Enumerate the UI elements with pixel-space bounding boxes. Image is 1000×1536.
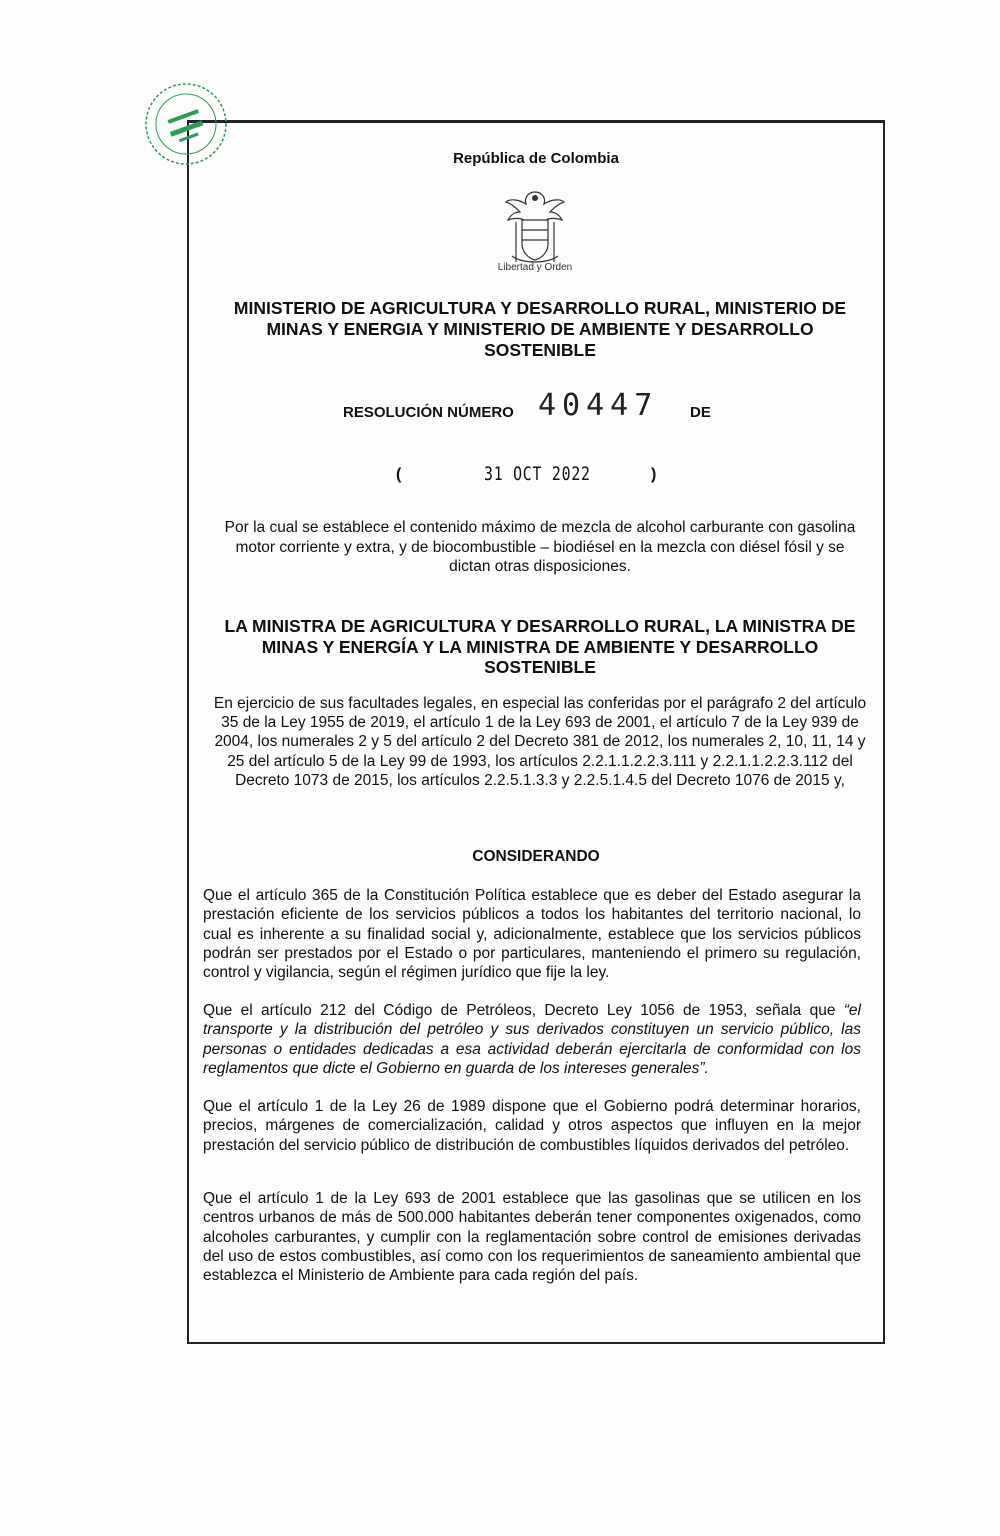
- authority-heading: LA MINISTRA DE AGRICULTURA Y DESARROLLO RURAL, LA MINISTRA DE MINAS Y ENERGÍA Y LA MINISTRA DE AMBIENTE Y DESARROLLO SOSTENIBLE: [224, 616, 856, 677]
- considerando-paragraph-1: Que el artículo 365 de la Constitución Política establece que es deber del Estado asegurar la prestación eficiente de los servicios públicos a todos los habitantes del territorio nacional, lo cual es inherente a su finalidad social y, adicionalmente, establece que los servicios públicos podrán ser prestados por el Estado o por particulares, manteniendo el primero su regulación, control y vigilancia, según el régimen jurídico que fije la ley.: [203, 887, 861, 982]
- date-paren-open: (: [396, 466, 402, 483]
- considerando-paragraph-3: Que el artículo 1 de la Ley 26 de 1989 dispone que el Gobierno podrá determinar horarios, precios, márgenes de comercialización, calidad y otros aspectos que influyen en la mejor prestación del servicio público de distribución de combustibles líquidos derivados del petróleo.: [203, 1098, 861, 1154]
- resolution-number: 40447: [538, 388, 659, 423]
- resolution-summary: Por la cual se establece el contenido máximo de mezcla de alcohol carburante con gasolina motor corriente y extra, y de biocombustible – biodiésel en la mezcla con diésel fósil y se dictan otras disposiciones.: [224, 519, 856, 575]
- considerando-heading: CONSIDERANDO: [472, 848, 600, 865]
- date-row: [0, 463, 1000, 496]
- resolution-date: 31 OCT 2022: [484, 463, 591, 485]
- motto: Libertad y Orden: [497, 262, 573, 273]
- legal-faculties: En ejercicio de sus facultades legales, en especial las conferidas por el parágrafo 2 del artículo 35 de la Ley 1955 de 2019, el artículo 1 de la Ley 693 de 2001, el artículo 7 de la Ley 939 de 2004, los numerales 2 y 5 del artículo 2 del Decreto 381 de 2012, los numerales 2, 10, 11, 14 y 25 del artículo 5 de la Ley 99 de 1993, los artículos 2.2.1.1.2.2.3.111 y 2.2.1.1.2.2.3.112 del Decreto 1073 de 2015, los artículos 2.2.5.1.3.3 y 2.2.5.1.4.5 del Decreto 1076 de 2015 y,: [213, 695, 867, 789]
- ministries-heading: MINISTERIO DE AGRICULTURA Y DESARROLLO RURAL, MINISTERIO DE MINAS Y ENERGIA Y MINISTERIO DE AMBIENTE Y DESARROLLO SOSTENIBLE: [233, 298, 847, 360]
- date-paren-close: ): [651, 466, 657, 483]
- resolution-label: RESOLUCIÓN NÚMERO: [343, 404, 514, 421]
- considerando-paragraph-4: Que el artículo 1 de la Ley 693 de 2001 establece que las gasolinas que se utilicen en los centros urbanos de más de 500.000 habitantes deberán tener componentes oxigenados, como alcoholes carburantes, y cumplir con la reglamentación sobre control de emisiones derivadas del uso de estos combustibles, así como con los requerimientos de saneamiento ambiental que establezca el Ministerio de Ambiente para cada región del país.: [203, 1190, 861, 1285]
- paragraph-2-intro: Que el artículo 212 del Código de Petróleos, Decreto Ley 1056 de 1953, señala que: [203, 1002, 844, 1019]
- resolution-de: DE: [690, 404, 711, 421]
- country-name: República de Colombia: [453, 150, 619, 167]
- paragraph-2-quote: “el transporte y la distribución del petróleo y sus derivados constituyen un servicio público, las personas o entidades dedicadas a esa actividad deberán ejercitarla de conformidad con los reglamentos que dicte el Gobierno en guarda de los intereses generales”.: [203, 1002, 861, 1077]
- resolution-row: [0, 388, 1000, 434]
- considerando-paragraph-2: [203, 1001, 861, 1078]
